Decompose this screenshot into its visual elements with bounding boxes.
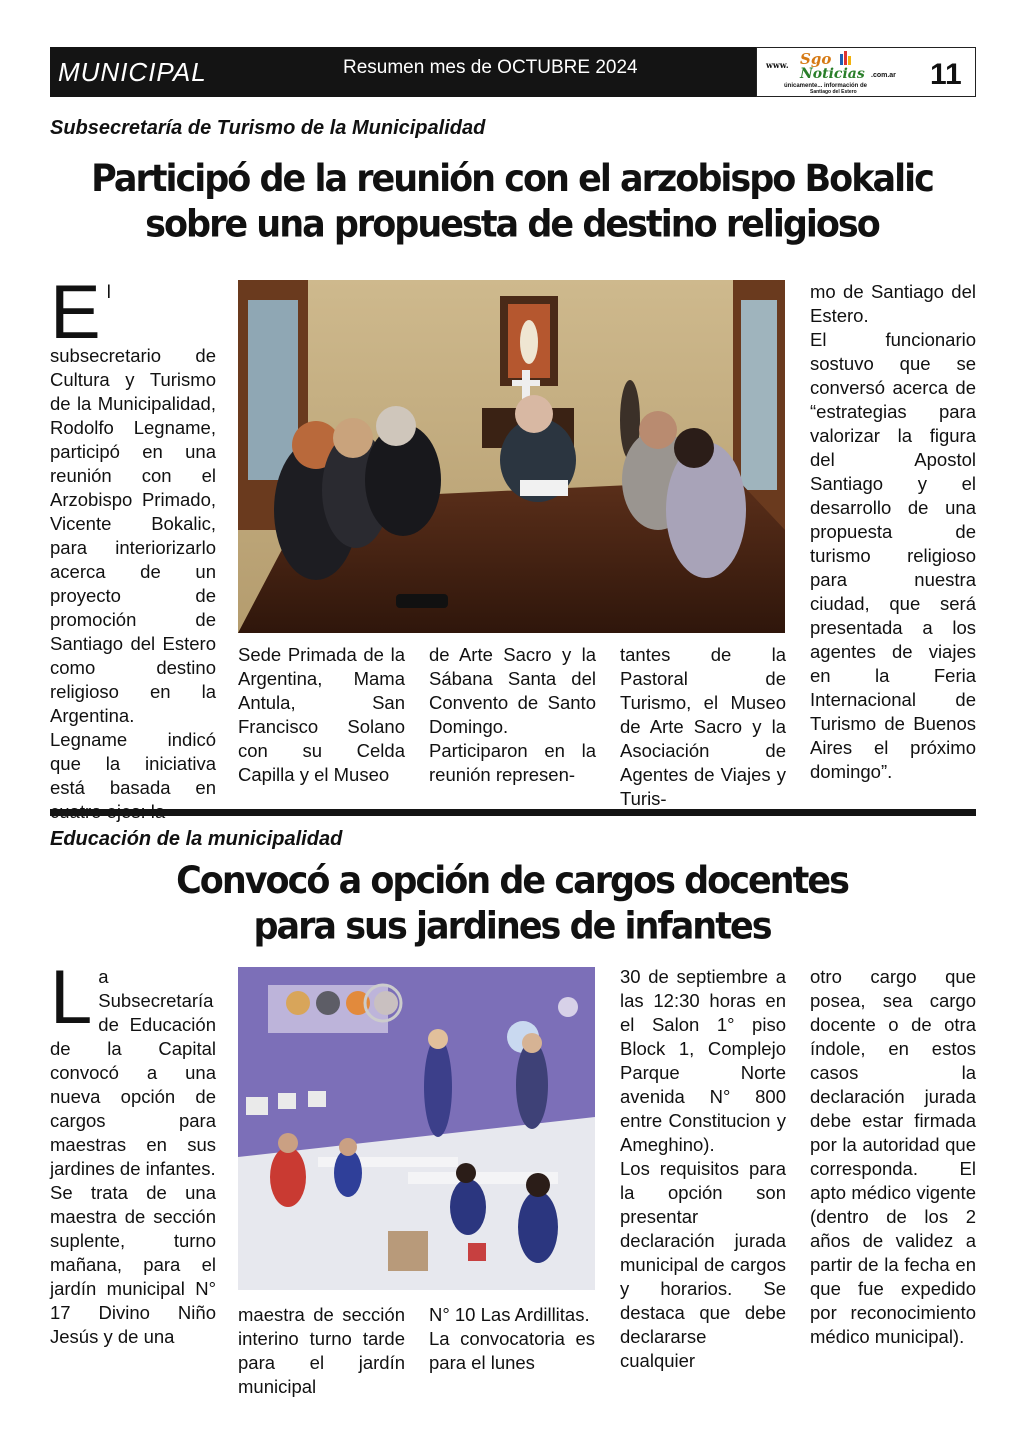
article1-col1-paragraph: l subsecretario de Cultura y Turismo de la Municipalidad, Rodolfo Legname, participó en una reunión con el Arzobispo Primado, Vicente Bokalic, para interiorizarlo acerca de un proyecto de promoción de Santiago del Estero como destino religioso en la Argentina. <box>50 281 216 726</box>
article1-col5-paragraph: mo de Santiago del Estero. <box>810 281 976 326</box>
article2-dropcap: L <box>50 955 93 1040</box>
article2-title-line2: para sus jardines de infantes <box>253 905 771 949</box>
article1-col1-paragraph-2: Legname indicó que la iniciativa está basada en <box>50 729 216 798</box>
article2-col1-paragraph-2: Se trata de una maestra de sección suplente, turno mañana, para el jardín municipal N° 17 Divino Niño Jesús y de una <box>50 1182 216 1347</box>
article1-column-5 <box>810 280 976 784</box>
article2-column-5 <box>810 965 976 1349</box>
issue-summary: Resumen mes de OCTUBRE 2024 <box>343 57 638 78</box>
article1-col5-paragraph-2: El funcionario sostuvo que se conversó acerca de “estrategias para valorizar la figura del Apostol Santiago y el desarrollo de una propuesta de turismo religioso para nuestra ciudad, que será presentada a los agentes de viajes en la Feria Internacional de Turismo de Buenos Aires el próximo domingo”. <box>810 329 976 782</box>
article2-column-2 <box>238 1303 405 1399</box>
kindergarten-photo <box>238 967 595 1290</box>
article1-kicker: Subsecretaría de Turismo de la Municipalidad <box>50 117 486 139</box>
logo-domain: .com.ar <box>871 72 896 79</box>
logo-bars-icon <box>840 51 854 65</box>
article1-title-line1: Participó de la reunión con el arzobispo Bokalic <box>91 157 933 201</box>
section-label: MUNICIPAL <box>58 57 207 87</box>
article1-dropcap: E <box>50 270 101 355</box>
logo-noticias: Noticias <box>800 66 865 82</box>
article2-col5-paragraph: otro cargo que posea, sea cargo docente o de otra índole, en estos casos la declaración jurada debe estar firmada por la autoridad que corresponda. El apto médico vigente (dentro de los 2 años de validez a partir de la fecha en que fue expedido por reconocimiento médico municipal). <box>810 966 976 1347</box>
article1-col3-paragraph-2: Participaron en la reunión represen- <box>429 740 596 785</box>
article2-col2-paragraph: maestra de sección interino turno tarde para el jardín municipal <box>238 1304 405 1397</box>
article2-col3-paragraph-2: La convocatoria es para el lunes <box>429 1328 595 1373</box>
article2-column-4 <box>620 965 786 1373</box>
section-divider <box>50 809 976 816</box>
article2-kicker: Educación de la municipalidad <box>50 828 343 850</box>
article1-title <box>50 157 974 248</box>
article1-col3-paragraph: de Arte Sacro y la Sábana Santa del Convento de Santo Domingo. <box>429 644 596 737</box>
article2-title-line1: Convocó a opción de cargos docentes <box>176 859 848 903</box>
article2-col3-paragraph: N° 10 Las Ardillitas. <box>429 1304 590 1325</box>
article1-column-1 <box>50 270 216 824</box>
article2-col1-paragraph: a Subsecretaría de Educación de la Capital convocó a una nueva opción de cargos para maestras en sus jardines de infantes. <box>50 966 216 1179</box>
logo-tagline-2: Santiago del Estero <box>810 89 857 95</box>
article2-title <box>50 859 974 950</box>
sgo-noticias-logo <box>766 50 906 94</box>
article1-column-3 <box>429 643 596 787</box>
article1-column-4 <box>620 643 786 811</box>
article2-col4-paragraph: 30 de septiembre a las 12:30 horas en el Salon 1° piso Block 1, Complejo Parque Norte avenida N° 800 entre Constitucion y Ameghino). <box>620 966 786 1155</box>
article1-col2-paragraph: Sede Primada de la Argentina, Mama Antula, San Francisco Solano con su Celda Capilla y el Museo <box>238 644 405 785</box>
article1-column-2 <box>238 643 405 787</box>
article2-column-3 <box>429 1303 595 1375</box>
article2-column-1 <box>50 955 216 1349</box>
logo-sgo: Sgo <box>800 50 832 68</box>
meeting-photo <box>238 280 785 633</box>
logo-www: www. <box>766 60 789 70</box>
article1-title-line2: sobre una propuesta de destino religioso <box>145 203 879 247</box>
article1-col4-paragraph: tantes de la Pastoral de Turismo, el Museo de Arte Sacro y la Asociación de Agentes de Viajes y Turis- <box>620 644 786 809</box>
article2-col4-paragraph-2: Los requisitos para la opción son presentar declaración jurada municipal de cargos y horarios. Se destaca que debe declararse cualquier <box>620 1158 786 1371</box>
logo-tagline: únicamente... información de <box>784 83 868 89</box>
page-number: 11 <box>930 58 962 91</box>
